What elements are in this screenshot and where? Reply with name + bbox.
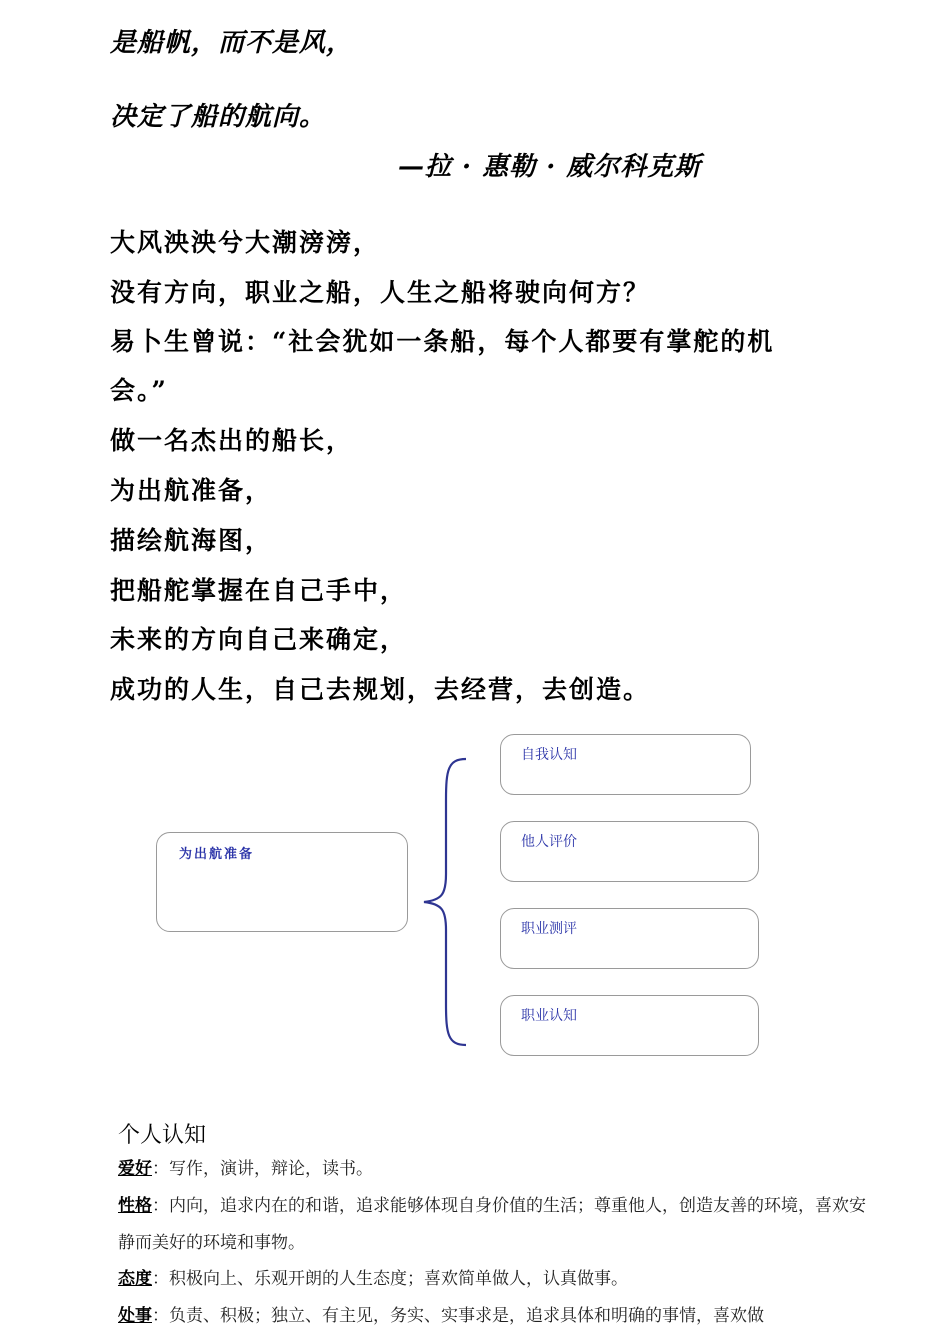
term-text: 内向，追求内在的和谐，追求能够体现自身价值的生活；尊重他人，创造友善的环境，喜欢安静而美好的环境和事物。 [118,1196,866,1253]
term-text: 写作，演讲，辩论，读书。 [169,1159,373,1179]
poem-line: 大风泱泱兮大潮滂滂， [110,228,381,257]
term-separator: ： [152,1196,169,1216]
poem-line: 没有方向，职业之船，人生之船将驶向何方？ [110,278,651,307]
curly-brace [418,756,474,1048]
item-box-career-assessment [500,908,759,969]
poem-line: 未来的方向自己来确定， [110,625,408,654]
term-separator: ： [152,1269,169,1289]
quote-line-2: 决定了船的航向。 [110,102,327,132]
main-box [156,832,408,932]
term-label: 性格 [118,1196,152,1216]
item-box-career-awareness [500,995,759,1056]
poem-line: 易卜生曾说：“社会犹如一条船，每个人都要有掌舵的机 [110,327,775,356]
profile-attitude [118,1261,868,1298]
poem-line: 把船舵掌握在自己手中， [110,576,408,605]
profile-title: 个人认知 [118,1123,207,1148]
term-label: 爱好 [118,1159,152,1179]
term-text: 负责、积极；独立、有主见，务实、实事求是，追求具体和明确的事情，喜欢做 [169,1306,764,1326]
poem-line: 描绘航海图， [110,526,273,555]
item-label: 职业测评 [521,921,577,937]
profile-conduct [118,1298,868,1335]
item-label: 职业认知 [521,1008,577,1024]
item-box-others-evaluation [500,821,759,882]
term-label: 处事 [118,1306,152,1326]
profile-personality [118,1188,868,1262]
profile-hobbies [118,1151,868,1188]
item-label: 他人评价 [521,834,577,850]
term-separator: ： [152,1159,169,1179]
poem-line: 为出航准备， [110,476,273,505]
poem-line: 会。” [110,376,168,405]
term-label: 态度 [118,1269,152,1289]
term-separator: ： [152,1306,169,1326]
quote-line-1: 是船帆，而不是风， [110,28,354,58]
main-box-label: 为出航准备 [179,847,255,862]
term-text: 积极向上、乐观开朗的人生态度；喜欢简单做人，认真做事。 [169,1269,628,1289]
quote-attribution: —拉 · 惠勒 · 威尔科克斯 [398,152,702,182]
poem-line: 成功的人生，自己去规划，去经营，去创造。 [110,675,651,704]
item-box-self-awareness [500,734,751,795]
poem-line: 做一名杰出的船长， [110,426,354,455]
item-label: 自我认知 [521,747,577,763]
